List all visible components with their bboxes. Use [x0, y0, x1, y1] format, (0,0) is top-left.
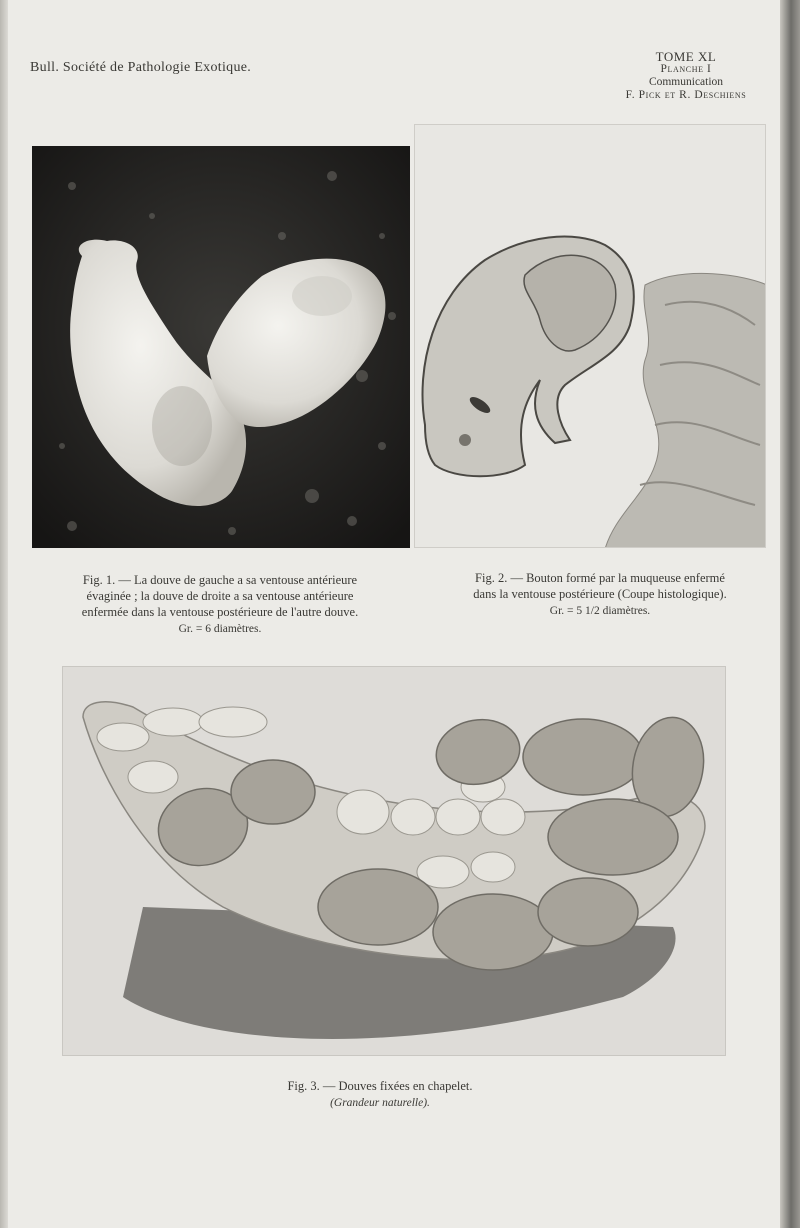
figure-2-caption [420, 570, 780, 619]
figure-3-photo [62, 666, 726, 1056]
figure-1-caption-line-1: Fig. 1. — La douve de gauche a sa ventouse antérieure [82, 573, 358, 587]
figure-3-scale: (Grandeur naturelle). [330, 1097, 430, 1109]
figure-3-caption [150, 1078, 610, 1111]
communication-label: Communication [648, 76, 724, 88]
figure-1-caption-line-3: enfermée dans la ventouse postérieure de l'autre douve. [81, 605, 359, 619]
plate-header [606, 50, 766, 102]
authors-label: F. Pick et R. Deschiens [625, 89, 747, 101]
figure-2-caption-line-2: dans la ventouse postérieure (Coupe histologique). [473, 587, 727, 601]
journal-title: Bull. Société de Pathologie Exotique. [30, 60, 252, 75]
binding-shadow-right [780, 0, 800, 1228]
figure-1-scale: Gr. = 6 diamètres. [178, 623, 262, 635]
binding-shadow-left [0, 0, 8, 1228]
figure-2-caption-line-1: Fig. 2. — Bouton formé par la muqueuse enfermé [475, 571, 725, 585]
planche-label: Planche I [660, 63, 712, 75]
figure-2-photo [414, 124, 766, 548]
figure-1-caption-line-2: évaginée ; la douve de droite a sa ventouse antérieure [86, 589, 354, 603]
figure-2-scale: Gr. = 5 1/2 diamètres. [549, 605, 651, 617]
figure-3-caption-line-1: Fig. 3. — Douves fixées en chapelet. [287, 1079, 473, 1093]
figure-1-photo [32, 146, 410, 548]
figure-1-caption [32, 572, 408, 637]
tome-label: TOME XL [655, 49, 717, 64]
